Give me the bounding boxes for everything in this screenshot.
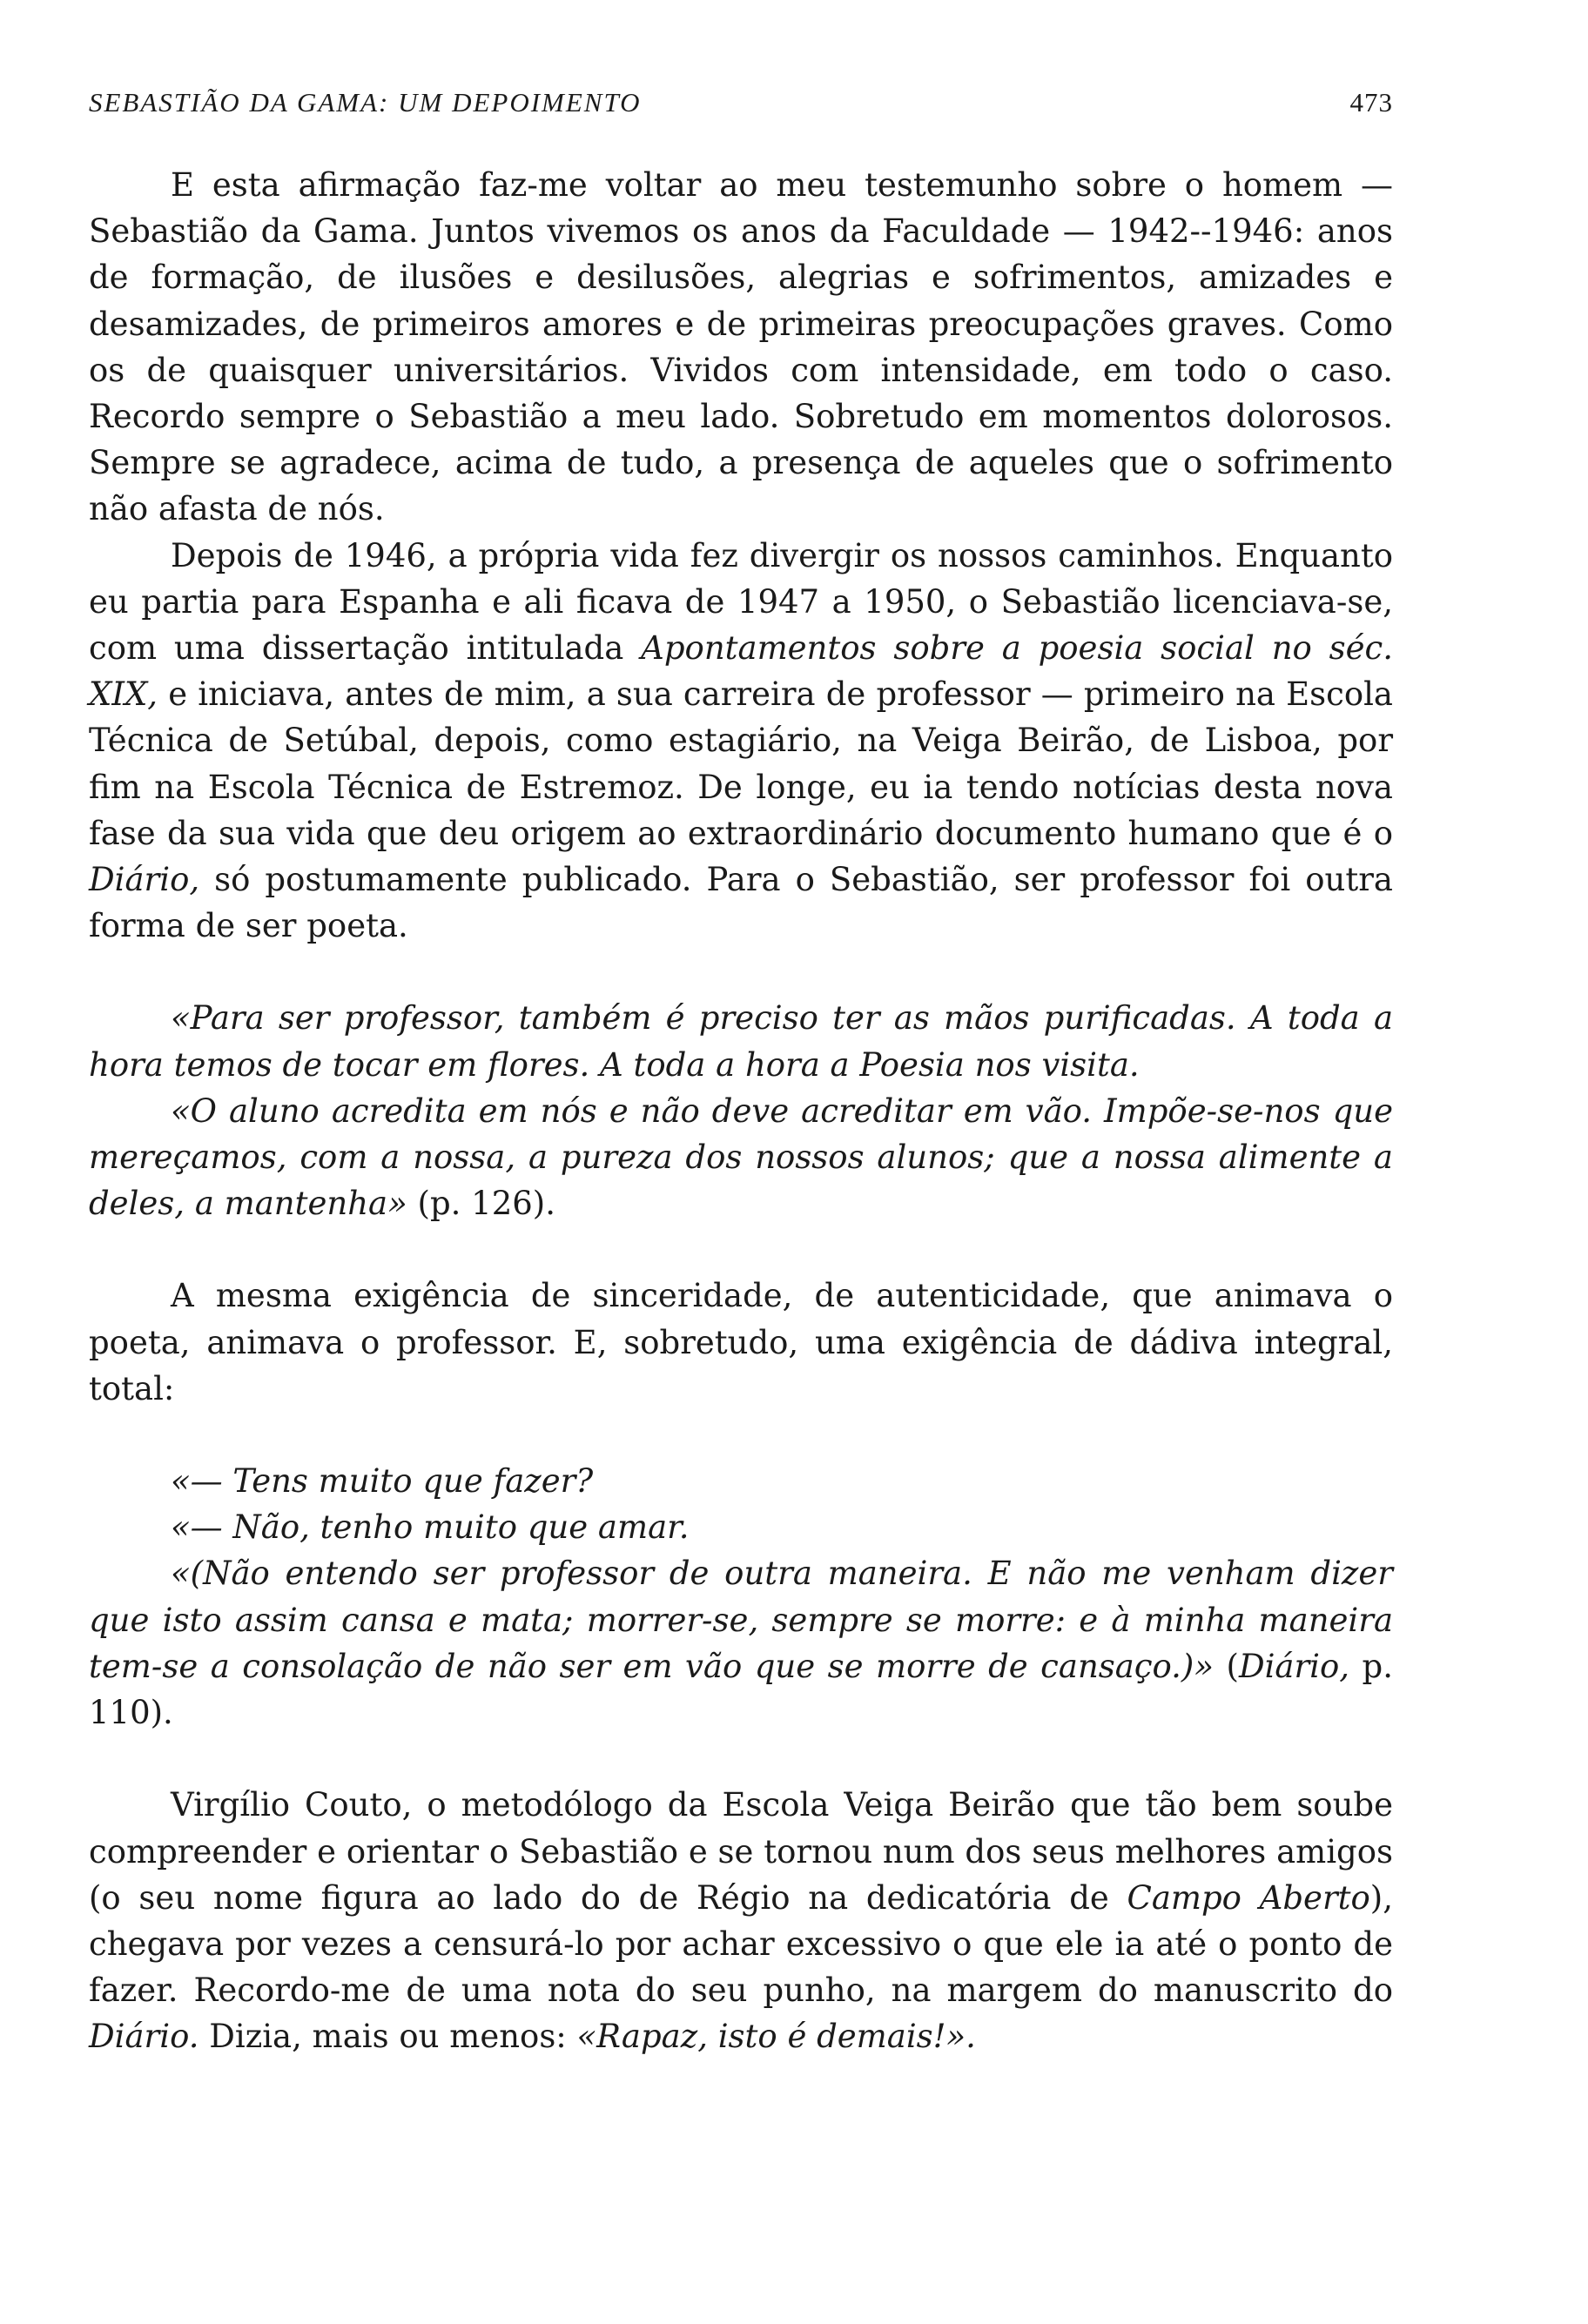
- running-title: SEBASTIÃO DA GAMA: UM DEPOIMENTO: [89, 87, 642, 118]
- paragraph-virgilio-couto: [89, 1782, 1393, 2059]
- book-title-diario: Diário.: [89, 2018, 199, 2056]
- quote-reference: p. 110).: [89, 1647, 1393, 1732]
- book-title-diario: Diário,: [89, 861, 200, 899]
- quote-line: «— Tens muito que fazer?: [171, 1462, 594, 1501]
- running-head: [89, 87, 1393, 118]
- quote-line: «— Não, tenho muito que amar.: [171, 1508, 690, 1547]
- paragraph-text: só postumamente publicado. Para o Sebastião, ser professor foi outra forma de ser poeta.: [89, 861, 1393, 945]
- page-number: 473: [1349, 87, 1393, 118]
- spacer: [89, 1226, 1393, 1273]
- paragraph-text: ), chegava por vezes a censurá-lo por achar excessivo o que ele ia até o ponto de fazer. Recordo-me de uma nota do seu punho, na margem do manuscrito do: [89, 1878, 1393, 2010]
- dissertation-title: Apontamentos sobre a poesia social no séc. XIX,: [89, 629, 1393, 714]
- paragraph-text: e iniciava, antes de mim, a sua carreira de professor — primeiro na Escola Técnica de Setúbal, depois, como estagiário, na Veiga Beirão, de Lisboa, por fim na Escola Técnica de Estremoz. De longe, eu ia tendo notícias desta nova fase da sua vida que deu origem ao extraordinário documento humano que é o: [89, 675, 1393, 852]
- spacer: [89, 1736, 1393, 1782]
- book-page: [89, 87, 1393, 2060]
- paragraph-divergent-paths: [89, 533, 1393, 950]
- quote-reference: (: [1214, 1647, 1239, 1685]
- paragraph-text: Virgílio Couto, o metodólogo da Escola Veiga Beirão que tão bem soube compreender e orientar o Sebastião e se tornou num dos seus melhores amigos (o seu nome figura ao lado do de Régio na dedicatória de: [89, 1786, 1393, 1917]
- quote-line: [89, 1088, 1393, 1227]
- quote-reference-title: Diário,: [1238, 1647, 1350, 1685]
- paragraph-exigency: A mesma exigência de sinceridade, de autenticidade, que animava o poeta, animava o professor. E, sobretudo, uma exigência de dádiva integral, total:: [89, 1277, 1393, 1407]
- spacer: [89, 1412, 1393, 1458]
- quote-text: «O aluno acredita em nós e não deve acreditar em vão. Impõe-se-nos que mereçamos, com a nossa, a pureza dos nossos alunos; que a nossa alimente a deles, a mantenha»: [89, 1091, 1393, 1223]
- paragraph-testimony: E esta afirmação faz-me voltar ao meu testemunho sobre o homem — Sebastião da Gama. Juntos vivemos os anos da Faculdade — 1942--1946: anos de formação, de ilusões e desilusões, alegrias e sofrimentos, amizades e desamizades, de primeiros amores e de primeiras preocupações graves. Como os de quaisquer universitários. Vividos com intensidade, em todo o caso. Recordo sempre o Sebastião a meu lado. Sobretudo em momentos dolorosos. Sempre se agradece, acima de tudo, a presença de aqueles que o sofrimento não afasta de nós.: [89, 166, 1393, 528]
- paragraph-text: Dizia, mais ou menos:: [198, 2018, 577, 2056]
- block-quote-professor: [89, 995, 1393, 1226]
- paragraph-text: Depois de 1946, a própria vida fez divergir os nossos caminhos. Enquanto eu partia para Espanha e ali ficava de 1947 a 1950, o Sebastião licenciava-se, com uma dissertação intitulada: [89, 536, 1393, 668]
- quote-line: «Para ser professor, também é preciso ter as mãos purificadas. A toda a hora temos de tocar em flores. A toda a hora a Poesia nos visita.: [89, 999, 1393, 1084]
- spacer: [89, 949, 1393, 995]
- quote-text: «(Não entendo ser professor de outra maneira. E não me venham dizer que isto assim cansa e mata; morrer-se, sempre se morre: e à minha maneira tem-se a consolação de não ser em vão que se morre de cansaço.)»: [89, 1555, 1393, 1685]
- block-quote-dialogue: [89, 1458, 1393, 1736]
- quote-line: [89, 1550, 1393, 1736]
- book-title-campo-aberto: Campo Aberto: [1127, 1878, 1370, 1917]
- inline-quote: «Rapaz, isto é demais!».: [576, 2018, 976, 2056]
- quote-reference: (p. 126).: [407, 1185, 555, 1223]
